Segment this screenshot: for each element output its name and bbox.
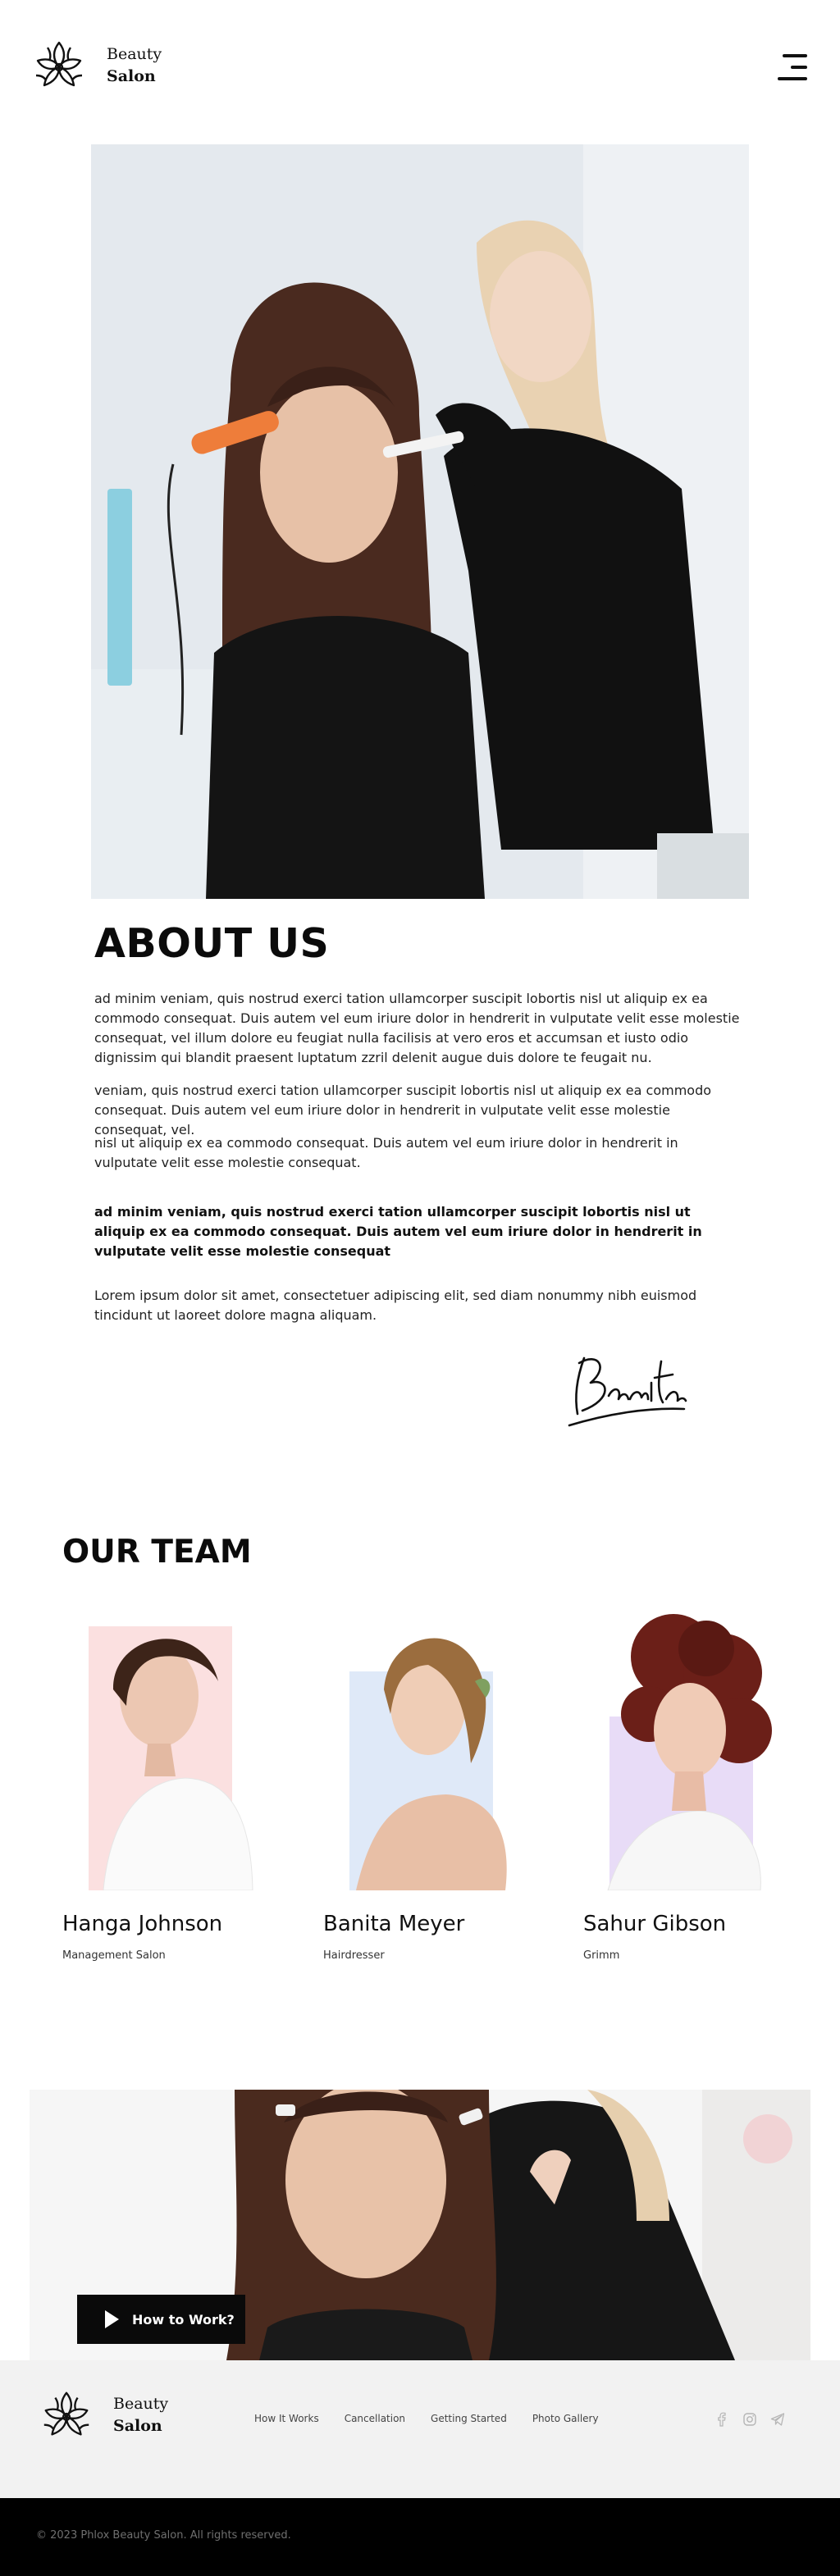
about-paragraph-bold: ad minim veniam, quis nostrud exerci tation ullamcorper suscipit lobortis nisl ut aliquip ex ea commodo consequat. Duis autem vel eum iriure dolor in hendrerit in vulputate velit esse molestie consequat xyxy=(94,1204,702,1259)
team-member-card[interactable] xyxy=(583,1607,829,1962)
social-links xyxy=(714,2411,786,2428)
brand-line-2: Salon xyxy=(113,2417,162,2435)
footer-brand-name xyxy=(113,2393,168,2437)
footer-nav xyxy=(254,2413,599,2424)
team-member-card[interactable] xyxy=(62,1607,308,1962)
member-name: Hanga Johnson xyxy=(62,1912,223,1936)
member-name: Banita Meyer xyxy=(323,1912,465,1936)
footer-link-getting-started[interactable]: Getting Started xyxy=(431,2413,507,2424)
footer-link-cancellation[interactable]: Cancellation xyxy=(344,2413,406,2424)
member-photo xyxy=(323,1607,569,1890)
play-icon xyxy=(105,2310,119,2328)
facebook-icon[interactable] xyxy=(714,2411,730,2428)
team-member-card[interactable] xyxy=(323,1607,569,1962)
brand-line-1: Beauty xyxy=(107,45,162,63)
member-name: Sahur Gibson xyxy=(583,1912,727,1936)
member-role: Hairdresser xyxy=(323,1949,385,1962)
brand-line-2: Salon xyxy=(107,67,156,85)
member-photo xyxy=(62,1607,308,1890)
about-paragraph-2: veniam, quis nostrud exerci tation ullamcorper suscipit lobortis nisl ut aliquip ex ea commodo consequat. Duis autem vel eum iriure dolor in hendrerit in vulputate velit esse molestie consequat, vel. xyxy=(94,1083,712,1138)
brand-name xyxy=(107,43,162,88)
copyright-bar xyxy=(0,2498,840,2576)
member-role: Grimm xyxy=(583,1949,620,1962)
lotus-logo-icon xyxy=(30,36,89,95)
brand-line-1: Beauty xyxy=(113,2395,169,2413)
how-to-work-button[interactable] xyxy=(77,2295,245,2344)
about-paragraph-1: ad minim veniam, quis nostrud exerci tation ullamcorper suscipit lobortis nisl ut aliquip ex ea commodo consequat. Duis autem vel eum iriure dolor in hendrerit in vulputate velit esse molestie consequat, vel illum dolore eu feugiat nulla facilisis at vero eros et accumsan et iusto odio dignissim qui blandit praesent luptatum zzril delenit augue duis dolore te feugait nu. xyxy=(94,991,740,1065)
signature-image xyxy=(566,1335,689,1432)
member-role: Management Salon xyxy=(62,1949,166,1962)
about-title: ABOUT US xyxy=(94,920,330,967)
telegram-icon[interactable] xyxy=(769,2411,786,2428)
member-photo xyxy=(583,1607,829,1890)
footer-link-how-it-works[interactable]: How It Works xyxy=(254,2413,319,2424)
lotus-logo-icon xyxy=(38,2387,95,2444)
team-title: OUR TEAM xyxy=(62,1534,252,1571)
footer-brand-logo[interactable] xyxy=(38,2387,168,2444)
about-paragraph-3: nisl ut aliquip ex ea commodo consequat. Duis autem vel eum iriure dolor in hendrerit in vulputate velit esse molestie consequat. xyxy=(94,1135,678,1170)
site-header xyxy=(0,0,840,131)
footer-link-photo-gallery[interactable]: Photo Gallery xyxy=(532,2413,599,2424)
brand-logo[interactable] xyxy=(30,36,162,95)
copyright-text: © 2023 Phlox Beauty Salon. All rights reserved. xyxy=(36,2529,291,2542)
hero-image xyxy=(91,144,749,899)
instagram-icon[interactable] xyxy=(742,2411,758,2428)
site-footer xyxy=(0,2360,840,2498)
about-paragraph-5: Lorem ipsum dolor sit amet, consectetuer adipiscing elit, sed diam nonummy nibh euismod tincidunt ut laoreet dolore magna aliquam. xyxy=(94,1288,697,1323)
how-to-work-label: How to Work? xyxy=(132,2311,235,2328)
hamburger-menu-icon[interactable] xyxy=(776,49,810,87)
